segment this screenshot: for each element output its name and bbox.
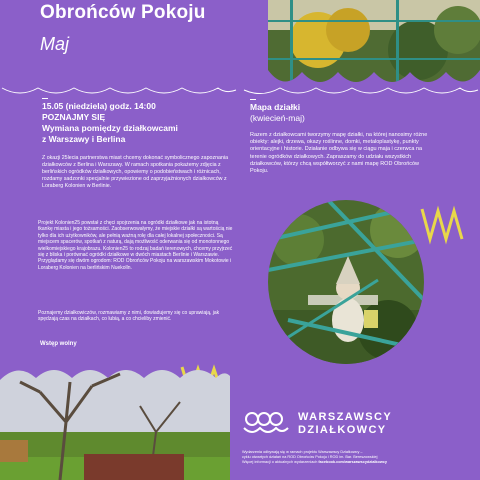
garden-photo-bottom-image [0,362,230,480]
footer-line3-text: Więcej informacji o aktualnych wydarzeniach [242,460,319,464]
page-title: Obrońców Pokoju [40,2,206,23]
garden-photo-top-image [268,0,480,88]
event-title-line2: Wymiana pomiędzy działkowcami [42,123,178,133]
event-paragraph-3: Poznajemy działkowiczów, rozmawiamy z nimi, dowiadujemy się co uprawiają, jak spędzają czas na działkach, co lubią, a co chcieliby zmienić. [38,310,220,323]
gnome-photo [268,200,424,365]
event-title-line3: z Warszawy i Berlina [42,134,126,144]
brand-name [298,411,392,437]
brand-line1: WARSZAWSCY [298,411,393,423]
month-subtitle: Maj [40,34,70,54]
warszawscy-dzialkowcy-logo-icon [242,410,292,438]
map-subtitle: (kwiecień-maj) [250,113,305,123]
footer-line1: Wydarzenia odbywają się w ramach projektu Warszawscy Działkowcy – [242,450,363,454]
event-paragraph-2: Projekt Kolonien25 powstał z chęci spojrzenia na ogródki działkowe jak na istotną tkankę miasta i jego tożsamości. Zaobserwowałymy, że miejskie działki są wartością nie tylko dla ich użytkowników, ale pełnią ważną rolę dla całej lokalnej społeczności. Są miejscem spacerów, spotkań z naturą, dają możliwość oderwania się od monotonnego wielkomiejskiego krajobrazu. Kolonien25 to rodzaj badań terenowych, chcemy przyjrzeć się z bliska i porównać ogródki działkowe w dwóch miastach Berlinie i Warszawie. Przyglądamy się dwóm ogrodom: ROD Obrońców Pokoju na warszawskim Mokotowie i Loraberg Kolonien na berlińskim Nuekolln. [38,220,233,271]
map-paragraph: Razem z działkowcami tworzymy mapę działki, na której nanosimy różne obiekty: alejki, drzewa, okazy roślinne, domki, metaloplastykę, punkty orientacyjne i historie. Działanie odbywa się w ciągu maja i czerwca na terenie ogródków działkowych. Zapraszamy do udziału wszystkich działkowców, którzy chcą współtworzyć z nami mapę ROD Obrońców Pokoju. [250,132,428,175]
divider-left [0,86,240,96]
gnome-photo-image [268,200,424,365]
free-entry-label: Wstęp wolny [40,341,77,347]
yellow-zigzag-right [418,205,468,245]
garden-photo-top [268,0,480,88]
facebook-link[interactable]: facebook.com/warszawscydzialkowcy [318,460,387,464]
footer-note [242,450,442,465]
brand-line2: DZIAŁKOWCY [298,424,387,436]
map-title: Mapa działki [250,102,301,112]
event-paragraph-1: Z okazji 25lecia partnerstwa miast chcemy dokonać symbolicznego zapoznania działkowców z Berlina i Warszawy. W ramach spotkania pokażemy zdjęcia z berlińskich ogródków działkowych, opowiemy o podobieństwach i różnicach, rozdamy sadzonki specjalnie przywiezione od zaprzyjaźnionych działkowców z Loraberg Kolonien w Berlinie. [42,155,229,189]
map-dash [250,99,256,100]
footer-line3 [242,460,442,465]
event-dash [42,98,48,99]
event-title-line1: POZNAJMY SIĘ [42,112,106,122]
footer-line2: cyklu otwartych działań na ROD Obrońców Pokoju i ROD im. Bar. Bereszowskiej [242,455,378,459]
event-title [42,112,232,145]
garden-photo-bottom [0,362,230,480]
event-date: 15.05 (niedziela) godz. 14:00 [42,101,156,111]
divider-right [242,86,480,96]
